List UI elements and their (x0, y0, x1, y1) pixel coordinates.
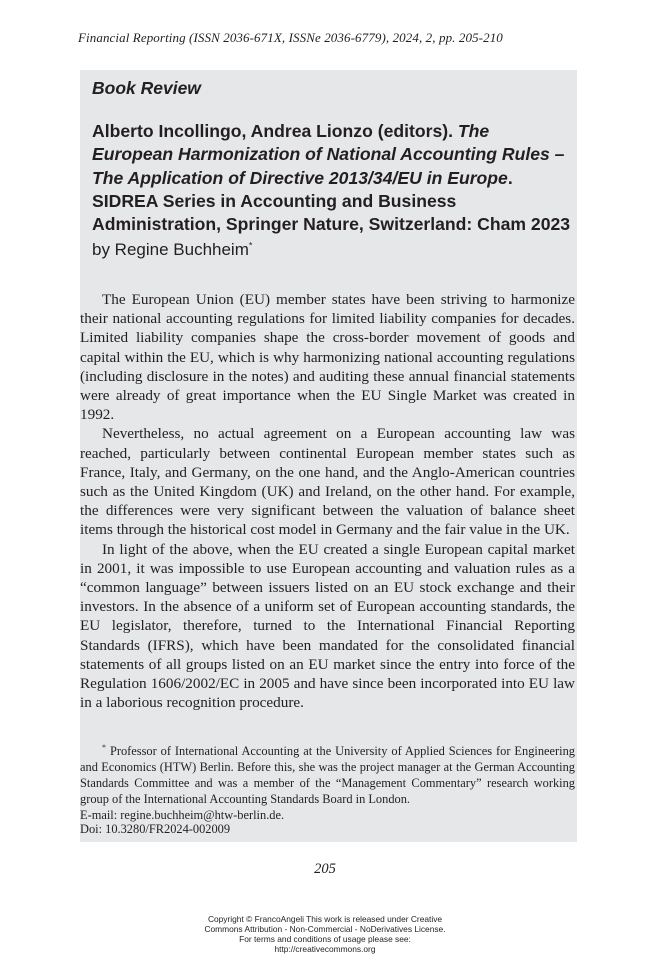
series-info: . SIDREA Series in Accounting and Business Administration, Springer Nature, Switzerland: Cham 2023 (92, 167, 571, 235)
paragraph: In light of the above, when the EU created a single European capital market in 2001, it was impossible to use European accounting and valuation rules as a “common language” between issuers listed on an EU stock exchange and their investors. In the absence of a uniform set of European accounting standards, the EU legislator, therefore, turned to the International Financial Reporting Standards (IFRS), which have been mandated for the consolidated financial statements of all groups listed on an EU market since the entry into force of the Regulation 1606/2002/EC in 2005 and have since been incorporated into EU law in a laborious recognition procedure. (80, 540, 575, 712)
running-head: Financial Reporting (ISSN 2036-671X, ISSNe 2036-6779), 2024, 2, pp. 205-210 (78, 30, 503, 45)
author-email: E-mail: regine.buchheim@htw-berlin.de. (80, 808, 285, 822)
editors: Alberto Incollingo, Andrea Lionzo (editors). (92, 121, 453, 141)
body-text (80, 290, 575, 712)
review-title (92, 120, 574, 236)
license-line: Copyright © FrancoAngeli This work is released under Creative (207, 914, 443, 924)
section-label: Book Review (92, 78, 201, 98)
page-number: 205 (314, 861, 336, 877)
footnote-body: Professor of International Accounting at the University of Applied Sciences for Engineering and Economics (HTW) Berlin. Before this, she was the project manager at the German Accounting Standards Committee and was a member of the “Management Commentary” research working group of the International Accounting Standards Board in London. (80, 744, 575, 806)
author-footnote (80, 743, 575, 823)
license-notice (0, 914, 650, 954)
paragraph: Nevertheless, no actual agreement on a European accounting law was reached, particularly between continental European member states such as France, Italy, and Germany, on the one hand, and the Anglo-American countries such as the United Kingdom (UK) and Ireland, on the other hand. For example, the differences were very significant between the valuation of balance sheet items through the historical cost model in Germany and the fair value in the UK. (80, 425, 575, 539)
byline (92, 239, 252, 261)
license-link[interactable]: http://creativecommons.org (274, 944, 376, 954)
footnote-marker: * (248, 240, 253, 251)
doi: Doi: 10.3280/FR2024-002009 (80, 822, 231, 836)
footnote-marker: * (102, 742, 106, 752)
book-title: The European Harmonization of National Accounting Rules – The Application of Directive 2013/34/EU in Europe (92, 121, 565, 188)
license-line: For terms and conditions of usage please see: (239, 934, 411, 944)
footnote-text (80, 743, 575, 823)
author-name: by Regine Buchheim (92, 240, 249, 259)
paragraph: The European Union (EU) member states have been striving to harmonize their national accounting regulations for limited liability companies for decades. Limited liability companies shape the cross-border movement of goods and capital within the EU, which is why harmonizing national accounting regulations (including disclosure in the notes) and auditing these annual financial statements were already of great importance when the EU Single Market was created in 1992. (80, 291, 575, 424)
license-line: Commons Attribution - Non-Commercial - NoDerivatives License. (204, 924, 446, 934)
